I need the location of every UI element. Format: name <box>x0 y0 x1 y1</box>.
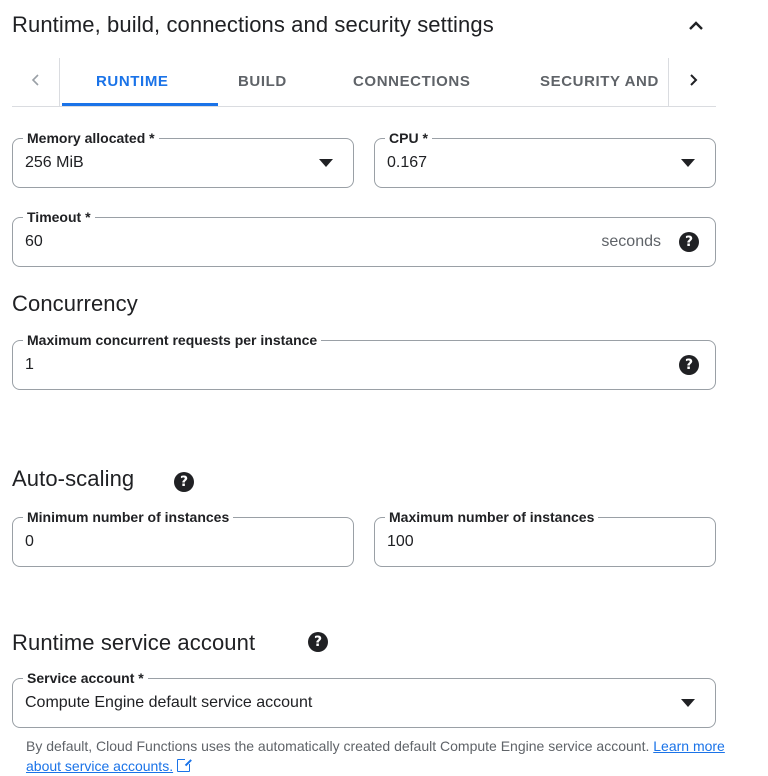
chevron-up-icon[interactable] <box>686 16 706 36</box>
timeout-input[interactable] <box>12 209 716 267</box>
section-title: Runtime, build, connections and security settings <box>12 12 494 37</box>
service-account-title: Runtime service account <box>12 630 256 655</box>
active-tab-indicator <box>62 103 218 106</box>
autoscaling-title: Auto-scaling <box>12 466 135 491</box>
max-concurrent-requests-value: 1 <box>25 356 34 373</box>
chevron-left-icon <box>28 72 44 93</box>
service-account-label: Service account * <box>23 668 148 688</box>
tab-build[interactable]: BUILD <box>238 73 287 90</box>
help-icon[interactable]: ? <box>174 472 194 492</box>
help-icon[interactable]: ? <box>308 632 328 652</box>
max-instances-input[interactable] <box>374 509 716 567</box>
max-instances-value: 100 <box>387 533 414 550</box>
cpu-value: 0.167 <box>387 154 428 171</box>
external-link-icon <box>177 759 190 772</box>
cpu-select[interactable] <box>374 130 716 188</box>
tab-security[interactable]: SECURITY AND <box>540 73 659 90</box>
max-concurrent-requests-input[interactable] <box>12 332 716 390</box>
service-account-hint <box>26 736 726 776</box>
timeout-value: 60 <box>25 233 43 250</box>
min-instances-value: 0 <box>25 533 34 550</box>
help-icon[interactable]: ? <box>679 232 699 252</box>
dropdown-arrow-icon <box>681 159 695 167</box>
service-account-value: Compute Engine default service account <box>25 694 313 711</box>
max-concurrent-requests-label: Maximum concurrent requests per instance <box>23 330 321 350</box>
tab-bar <box>12 58 716 107</box>
help-icon[interactable]: ? <box>679 355 699 375</box>
tab-runtime[interactable]: RUNTIME <box>96 73 169 90</box>
memory-label: Memory allocated * <box>23 128 159 148</box>
chevron-right-icon <box>685 72 701 93</box>
tab-connections[interactable]: CONNECTIONS <box>353 73 471 90</box>
tab-scroll-left-button[interactable] <box>12 58 60 106</box>
concurrency-title: Concurrency <box>12 291 138 316</box>
cpu-label: CPU * <box>385 128 432 148</box>
hint-text: By default, Cloud Functions uses the automatically created default Compute Engine service account. <box>26 738 650 754</box>
min-instances-label: Minimum number of instances <box>23 507 233 527</box>
max-instances-label: Maximum number of instances <box>385 507 598 527</box>
memory-select[interactable] <box>12 130 354 188</box>
min-instances-input[interactable] <box>12 509 354 567</box>
timeout-label: Timeout * <box>23 207 95 227</box>
dropdown-arrow-icon <box>319 159 333 167</box>
timeout-unit: seconds <box>601 233 661 250</box>
tab-scroll-right-button[interactable] <box>668 58 716 106</box>
learn-more-link[interactable]: Learn more about service accounts. <box>26 738 725 774</box>
service-account-select[interactable] <box>12 670 716 728</box>
memory-value: 256 MiB <box>25 154 84 171</box>
dropdown-arrow-icon <box>681 699 695 707</box>
